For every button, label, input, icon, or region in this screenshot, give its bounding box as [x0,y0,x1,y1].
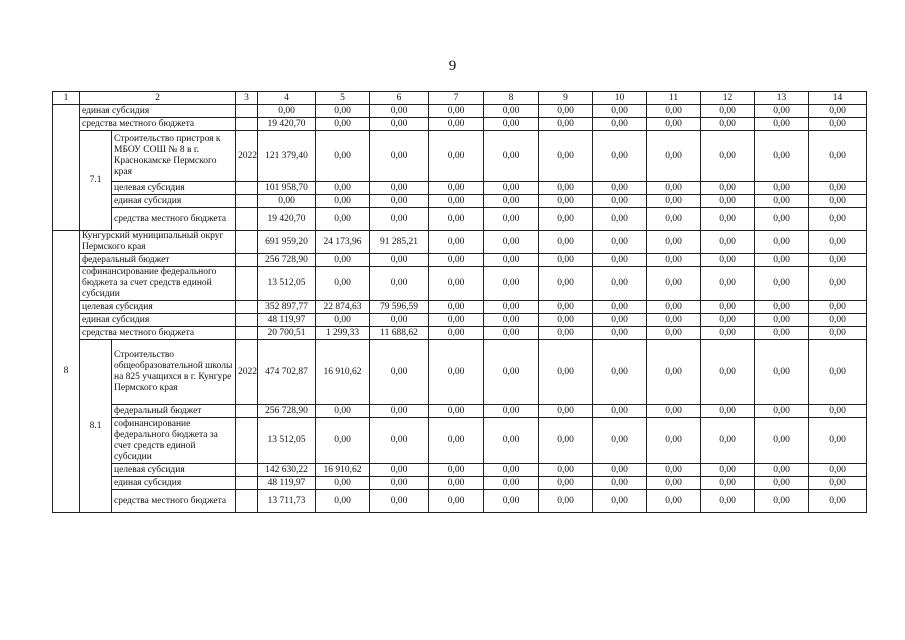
value-cell: 0,00 [258,105,316,118]
value-cell: 0,00 [539,477,593,490]
value-cell: 0,00 [593,254,647,267]
value-cell: 19 420,70 [258,118,316,131]
value-cell: 0,00 [484,340,539,405]
value-cell: 0,00 [484,314,539,327]
header-row [53,92,867,105]
year-cell [236,418,258,464]
value-cell: 0,00 [429,314,484,327]
value-cell: 0,00 [593,118,647,131]
header-cell: 8 [484,92,539,105]
value-cell: 0,00 [701,477,755,490]
value-cell: 0,00 [370,118,429,131]
value-cell: 0,00 [370,208,429,231]
year-cell: 2022 [236,340,258,405]
value-cell: 0,00 [370,314,429,327]
year-cell [236,301,258,314]
value-cell: 13 512,05 [258,418,316,464]
value-cell: 0,00 [809,105,867,118]
value-cell: 0,00 [755,464,809,477]
header-cell: 10 [593,92,647,105]
value-cell: 142 630,22 [258,464,316,477]
value-cell: 0,00 [370,195,429,208]
value-cell: 13 711,73 [258,490,316,513]
value-cell: 0,00 [484,105,539,118]
table-row [53,405,867,418]
value-cell: 0,00 [429,340,484,405]
value-cell: 0,00 [647,314,701,327]
value-cell: 0,00 [755,254,809,267]
value-cell: 0,00 [484,477,539,490]
table-row [53,267,867,301]
value-cell: 0,00 [370,105,429,118]
value-cell: 19 420,70 [258,208,316,231]
value-cell: 0,00 [316,131,370,182]
table-row [53,118,867,131]
value-cell: 0,00 [701,105,755,118]
value-cell: 0,00 [429,195,484,208]
value-cell: 0,00 [539,208,593,231]
row-label: Кунгурский муниципальный округ Пермского края [80,231,236,254]
value-cell: 0,00 [755,327,809,340]
year-cell [236,231,258,254]
value-cell: 0,00 [539,131,593,182]
value-cell: 0,00 [539,490,593,513]
table-row [53,490,867,513]
value-cell: 0,00 [755,418,809,464]
value-cell: 0,00 [539,464,593,477]
value-cell: 0,00 [593,131,647,182]
value-cell: 0,00 [316,254,370,267]
value-cell: 0,00 [429,477,484,490]
row-label: единая субсидия [80,314,236,327]
value-cell: 0,00 [539,301,593,314]
page-number: 9 [448,58,457,74]
header-cell: 4 [258,92,316,105]
value-cell: 0,00 [755,208,809,231]
value-cell: 0,00 [370,464,429,477]
value-cell: 0,00 [370,182,429,195]
value-cell: 0,00 [647,327,701,340]
value-cell: 0,00 [429,105,484,118]
value-cell: 0,00 [429,231,484,254]
value-cell: 0,00 [429,182,484,195]
value-cell: 0,00 [809,182,867,195]
value-cell: 0,00 [701,405,755,418]
header-cell: 11 [647,92,701,105]
year-cell [236,314,258,327]
value-cell: 0,00 [593,314,647,327]
row-label: единая субсидия [112,477,236,490]
value-cell: 0,00 [755,182,809,195]
year-cell: 2022 [236,131,258,182]
value-cell: 0,00 [370,490,429,513]
value-cell: 22 874,63 [316,301,370,314]
value-cell: 0,00 [701,464,755,477]
value-cell: 0,00 [429,327,484,340]
value-cell: 0,00 [484,267,539,301]
value-cell: 474 702,87 [258,340,316,405]
header-cell: 14 [809,92,867,105]
value-cell: 0,00 [484,254,539,267]
value-cell: 0,00 [484,182,539,195]
value-cell: 0,00 [484,208,539,231]
header-cell: 2 [80,92,236,105]
value-cell: 0,00 [484,231,539,254]
table-row [53,327,867,340]
value-cell: 0,00 [755,231,809,254]
value-cell: 0,00 [370,267,429,301]
table-row [53,131,867,182]
value-cell: 0,00 [701,314,755,327]
value-cell: 0,00 [809,405,867,418]
table-row [53,340,867,405]
table-row [53,182,867,195]
value-cell: 0,00 [701,231,755,254]
row-label: софинансирование федерального бюджета за счет средств единой субсидии [80,267,236,301]
header-cell: 9 [539,92,593,105]
value-cell: 16 910,62 [316,340,370,405]
value-cell: 0,00 [484,131,539,182]
value-cell: 24 173,96 [316,231,370,254]
value-cell: 0,00 [539,231,593,254]
value-cell: 0,00 [484,405,539,418]
value-cell: 0,00 [429,418,484,464]
value-cell: 0,00 [809,418,867,464]
value-cell: 79 596,59 [370,301,429,314]
value-cell: 0,00 [593,182,647,195]
table-row [53,314,867,327]
table-row [53,231,867,254]
value-cell: 0,00 [593,405,647,418]
value-cell: 0,00 [316,314,370,327]
header-cell: 5 [316,92,370,105]
value-cell: 0,00 [539,118,593,131]
value-cell: 0,00 [809,254,867,267]
value-cell: 0,00 [755,105,809,118]
value-cell: 0,00 [593,301,647,314]
value-cell: 0,00 [539,405,593,418]
value-cell: 0,00 [647,131,701,182]
value-cell: 0,00 [593,327,647,340]
value-cell: 0,00 [539,340,593,405]
row-label: федеральный бюджет [80,254,236,267]
value-cell: 0,00 [539,105,593,118]
value-cell: 0,00 [484,464,539,477]
value-cell: 0,00 [809,267,867,301]
value-cell: 0,00 [593,464,647,477]
row-label: средства местного бюджета [112,490,236,513]
row-label: Строительство пристроя к МБОУ СОШ № 8 в г. Краснокамске Пермского края [112,131,236,182]
value-cell: 0,00 [809,131,867,182]
value-cell: 0,00 [809,340,867,405]
row-label: средства местного бюджета [112,208,236,231]
value-cell: 0,00 [484,418,539,464]
row-label: целевая субсидия [112,464,236,477]
value-cell: 0,00 [429,490,484,513]
year-cell [236,464,258,477]
value-cell: 0,00 [593,208,647,231]
value-cell: 0,00 [484,327,539,340]
row-label: целевая субсидия [80,301,236,314]
value-cell: 0,00 [701,182,755,195]
value-cell: 0,00 [647,418,701,464]
value-cell: 0,00 [755,131,809,182]
value-cell: 0,00 [316,477,370,490]
value-cell: 0,00 [539,327,593,340]
value-cell: 0,00 [370,405,429,418]
value-cell: 0,00 [593,231,647,254]
value-cell: 121 379,40 [258,131,316,182]
budget-table [52,91,867,513]
value-cell: 0,00 [647,405,701,418]
value-cell: 0,00 [647,208,701,231]
header-cell: 13 [755,92,809,105]
header-cell: 3 [236,92,258,105]
section-number: 8 [53,231,80,513]
value-cell: 0,00 [429,464,484,477]
value-cell: 0,00 [539,254,593,267]
value-cell: 101 958,70 [258,182,316,195]
value-cell: 0,00 [647,267,701,301]
header-cell: 7 [429,92,484,105]
value-cell: 0,00 [484,490,539,513]
value-cell: 0,00 [647,477,701,490]
row-label: средства местного бюджета [80,327,236,340]
value-cell: 0,00 [809,477,867,490]
value-cell: 0,00 [701,195,755,208]
value-cell: 0,00 [647,301,701,314]
year-cell [236,118,258,131]
value-cell: 0,00 [593,418,647,464]
value-cell: 0,00 [316,267,370,301]
value-cell: 0,00 [647,105,701,118]
table-row [53,105,867,118]
header-cell: 1 [53,92,80,105]
value-cell: 91 285,21 [370,231,429,254]
value-cell: 0,00 [755,267,809,301]
table-row [53,464,867,477]
year-cell [236,405,258,418]
value-cell: 0,00 [593,477,647,490]
item-number: 7.1 [80,131,112,231]
row-label: софинансирование федерального бюджета за счет средств единой субсидии [112,418,236,464]
value-cell: 0,00 [647,254,701,267]
table-row [53,301,867,314]
value-cell: 0,00 [539,314,593,327]
value-cell: 0,00 [755,490,809,513]
value-cell: 0,00 [258,195,316,208]
value-cell: 0,00 [539,418,593,464]
year-cell [236,477,258,490]
value-cell: 0,00 [755,405,809,418]
value-cell: 0,00 [539,182,593,195]
table-row [53,208,867,231]
value-cell: 0,00 [316,490,370,513]
value-cell: 0,00 [593,340,647,405]
section-number-cell [53,105,80,231]
value-cell: 0,00 [593,490,647,513]
value-cell: 352 897,77 [258,301,316,314]
value-cell: 0,00 [809,490,867,513]
year-cell [236,208,258,231]
value-cell: 1 299,33 [316,327,370,340]
value-cell: 0,00 [370,254,429,267]
value-cell: 0,00 [429,131,484,182]
value-cell: 0,00 [593,267,647,301]
value-cell: 0,00 [701,131,755,182]
value-cell: 0,00 [316,208,370,231]
year-cell [236,327,258,340]
value-cell: 13 512,05 [258,267,316,301]
value-cell: 0,00 [755,195,809,208]
value-cell: 0,00 [429,301,484,314]
value-cell: 48 119,97 [258,477,316,490]
row-label: средства местного бюджета [80,118,236,131]
value-cell: 0,00 [809,208,867,231]
value-cell: 0,00 [484,301,539,314]
value-cell: 0,00 [593,105,647,118]
table-row [53,195,867,208]
value-cell: 256 728,90 [258,405,316,418]
value-cell: 0,00 [647,195,701,208]
value-cell: 0,00 [370,477,429,490]
row-label: федеральный бюджет [112,405,236,418]
value-cell: 0,00 [755,340,809,405]
value-cell: 0,00 [316,195,370,208]
value-cell: 0,00 [809,118,867,131]
value-cell: 48 119,97 [258,314,316,327]
value-cell: 0,00 [593,195,647,208]
value-cell: 0,00 [484,118,539,131]
row-label: целевая субсидия [112,182,236,195]
row-label: единая субсидия [80,105,236,118]
row-label: Строительство общеобразовательной школы на 825 учащихся в г. Кунгуре Пермского края [112,340,236,405]
value-cell: 0,00 [429,208,484,231]
year-cell [236,105,258,118]
value-cell: 0,00 [755,118,809,131]
item-number: 8.1 [80,340,112,513]
table-row [53,477,867,490]
value-cell: 20 700,51 [258,327,316,340]
year-cell [236,490,258,513]
value-cell: 0,00 [701,418,755,464]
value-cell: 0,00 [809,231,867,254]
header-cell: 6 [370,92,429,105]
table-row [53,254,867,267]
value-cell: 0,00 [701,490,755,513]
value-cell: 0,00 [316,105,370,118]
value-cell: 0,00 [701,208,755,231]
value-cell: 0,00 [647,464,701,477]
value-cell: 0,00 [316,118,370,131]
value-cell: 0,00 [539,267,593,301]
value-cell: 0,00 [701,118,755,131]
value-cell: 0,00 [429,254,484,267]
value-cell: 11 688,62 [370,327,429,340]
value-cell: 0,00 [539,195,593,208]
value-cell: 0,00 [316,405,370,418]
table-row [53,418,867,464]
value-cell: 0,00 [701,340,755,405]
value-cell: 0,00 [809,464,867,477]
value-cell: 0,00 [809,195,867,208]
value-cell: 0,00 [370,131,429,182]
value-cell: 0,00 [647,340,701,405]
value-cell: 0,00 [429,267,484,301]
value-cell: 0,00 [701,267,755,301]
value-cell: 691 959,20 [258,231,316,254]
value-cell: 0,00 [701,301,755,314]
value-cell: 0,00 [370,340,429,405]
value-cell: 0,00 [755,301,809,314]
value-cell: 0,00 [755,314,809,327]
value-cell: 0,00 [370,418,429,464]
year-cell [236,254,258,267]
header-cell: 12 [701,92,755,105]
value-cell: 0,00 [429,118,484,131]
row-label: единая субсидия [112,195,236,208]
value-cell: 0,00 [647,231,701,254]
value-cell: 0,00 [647,118,701,131]
value-cell: 0,00 [809,301,867,314]
value-cell: 0,00 [809,314,867,327]
year-cell [236,195,258,208]
value-cell: 0,00 [647,182,701,195]
value-cell: 0,00 [484,195,539,208]
value-cell: 256 728,90 [258,254,316,267]
value-cell: 0,00 [647,490,701,513]
year-cell [236,182,258,195]
value-cell: 0,00 [809,327,867,340]
value-cell: 0,00 [701,254,755,267]
value-cell: 0,00 [316,418,370,464]
value-cell: 0,00 [429,405,484,418]
value-cell: 16 910,62 [316,464,370,477]
value-cell: 0,00 [316,182,370,195]
value-cell: 0,00 [755,477,809,490]
value-cell: 0,00 [701,327,755,340]
year-cell [236,267,258,301]
